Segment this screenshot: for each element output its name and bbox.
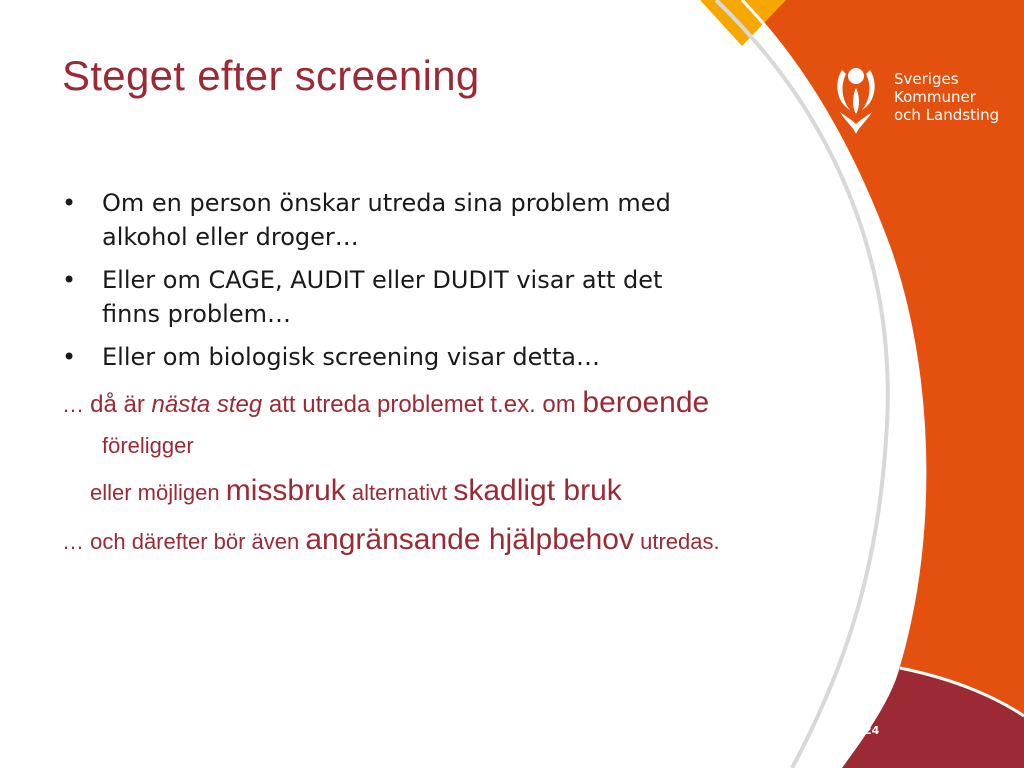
bullet-marker: • [62, 266, 77, 294]
bullet-item-1 [62, 186, 722, 254]
ellipsis-lead: … [62, 529, 91, 554]
para1-text-2: att utreda problemet t.ex. om [262, 391, 583, 418]
para2-keyword-missbruk: missbruk [225, 474, 346, 507]
further-needs-paragraph [62, 520, 722, 562]
para1-text-3: föreligger [102, 433, 194, 458]
logo-line-1: Sveriges [894, 70, 959, 88]
para1-text-1: då är [90, 391, 152, 418]
slide-body [62, 186, 722, 562]
para1-keyword-beroende: beroende [582, 386, 710, 419]
bullet-item-2 [62, 263, 722, 331]
logo-line-2: Kommuner [894, 88, 976, 106]
para2-text-2: alternativt [345, 480, 454, 505]
alternative-paragraph [62, 470, 722, 514]
bullet-text: Eller om CAGE, AUDIT eller DUDIT visar att det finns problem… [102, 266, 663, 328]
skl-logo [832, 62, 1012, 138]
bullet-text: Eller om biologisk screening visar detta… [102, 343, 600, 371]
skl-logo-text [894, 70, 999, 124]
slide-title: Steget efter screening [62, 52, 480, 99]
bullet-marker: • [62, 189, 77, 217]
bullet-marker: • [62, 343, 77, 371]
para3-keyword-angransande-hjalpbehov: angränsande hjälpbehov [305, 523, 634, 556]
next-step-paragraph [62, 383, 722, 466]
para3-text-2: utredas. [633, 529, 720, 554]
logo-line-3: och Landsting [894, 106, 1000, 124]
ellipsis-lead: … [62, 392, 91, 417]
para1-emphasis: nästa steg [151, 391, 263, 418]
bullet-item-3 [62, 340, 722, 374]
skl-emblem-icon [832, 62, 892, 138]
para2-text-1: eller möjligen [90, 480, 226, 505]
para3-text-1: och därefter bör även [90, 529, 306, 554]
bullet-text: Om en person önskar utreda sina problem med alkohol eller droger… [102, 189, 671, 251]
page-number: 24 [864, 724, 880, 737]
para2-keyword-skadligt-bruk: skadligt bruk [453, 474, 622, 507]
